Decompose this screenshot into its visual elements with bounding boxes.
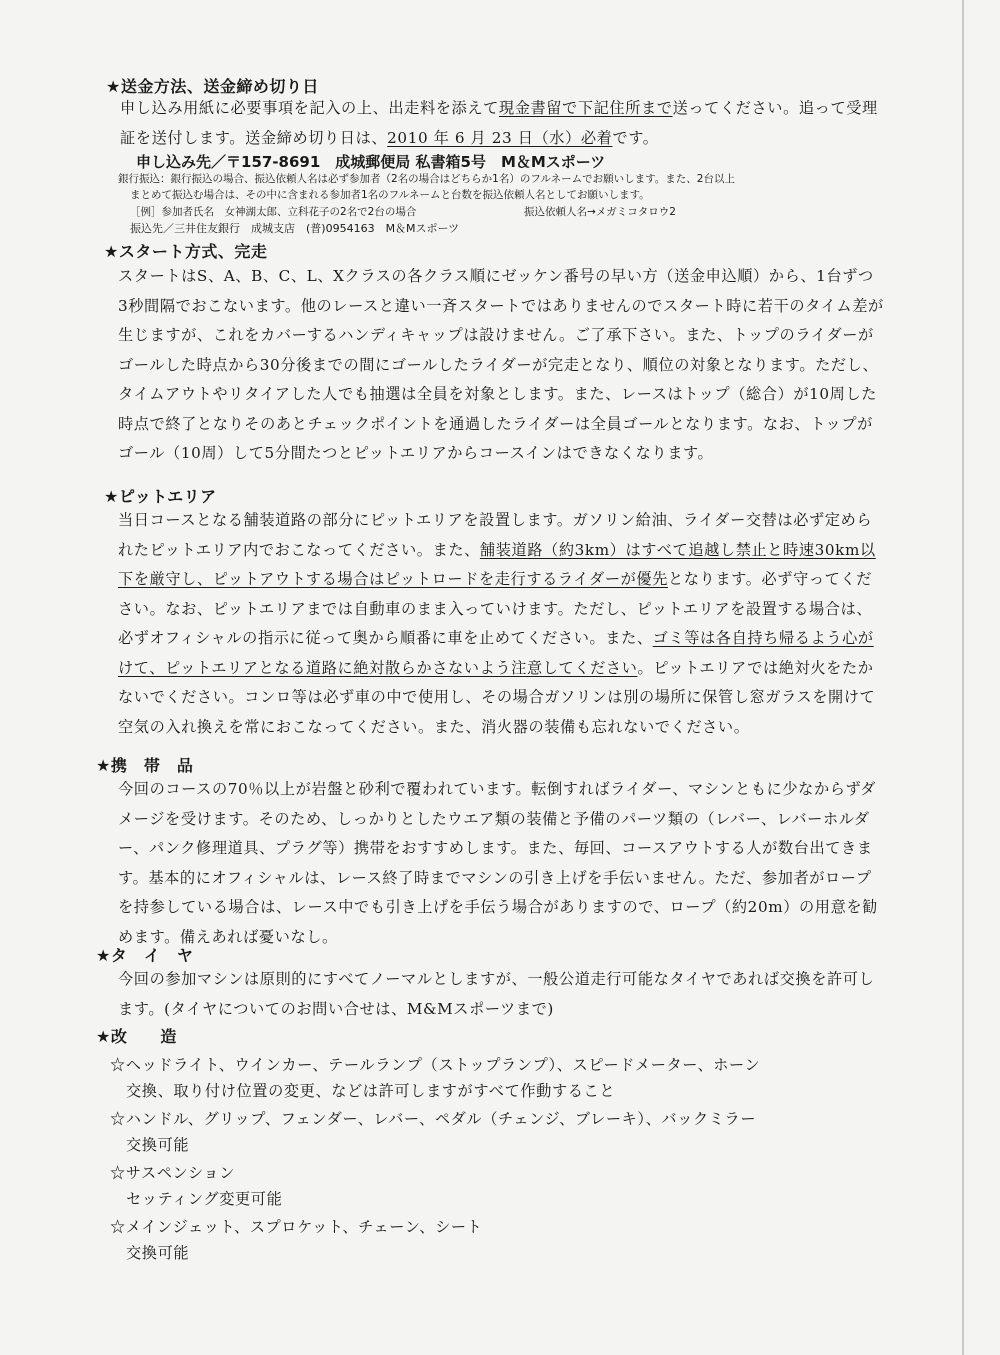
bank-example-right: 振込依頼人名→メガミコタロウ2: [524, 206, 676, 218]
mod-item-1-title: ☆ヘッドライト、ウインカー、テールランプ（ストップランプ）、スピードメーター、ホーン: [110, 1056, 761, 1074]
mod-item-2-detail: 交換可能: [126, 1136, 190, 1154]
mod-item-2-title: ☆ハンドル、グリップ、フェンダー、レバー、ペダル（チェンジ、ブレーキ）、バックミラー: [110, 1110, 757, 1128]
mod-item-4-detail: 交換可能: [126, 1244, 190, 1262]
start-heading: ★スタート方式、完走: [104, 242, 268, 261]
mod-heading: ★改 造: [96, 1027, 177, 1046]
pit-text-3: 。ピットエリアでは絶対火をたかないでください。コンロ等は必ず車の中で使用し、その場合ガソリンは別の場所に保管し窓ガラスを開けて空気の入れ換えを常におこなってください。また、消火器の装備も忘れないでください。: [118, 658, 876, 736]
remit-heading: ★送金方法、送金締め切り日: [106, 77, 319, 96]
mod-item-4-title: ☆メインジェット、スプロケット、チェーン、シート: [110, 1218, 483, 1236]
remit-underline-1: 現金書留で下記住所まで: [498, 99, 673, 117]
remit-address: 申し込み先／〒157-8691 成城郵便局 私書箱5号 M＆Mスポーツ: [136, 153, 606, 171]
tire-heading: ★タ イ ヤ: [96, 946, 194, 965]
pit-text-2: となります。必ず守ってください。なお、ピットエリアまでは自動車のまま入っていけます。ただし、ピットエリアを設置する場合は、必ずオフィシャルの指示に従って奥から順番に車を止めてください。また、: [118, 570, 873, 647]
bank-account: 振込先／三井住友銀行 成城支店 (普)0954163 M＆Mスポーツ: [130, 222, 460, 235]
page-edge-shadow: [962, 0, 964, 1355]
pit-text-1: 当日コースとなる舗装道路の部分にピットエリアを設置します。ガソリン給油、ライダー交替は必ず定められたピットエリア内でおこなってください。また、: [118, 511, 873, 559]
pit-heading: ★ピットエリア: [104, 487, 217, 506]
remit-deadline: 2010 年 6 月 23 日（水）必着: [387, 128, 613, 147]
mod-item-3-detail: セッティング変更可能: [126, 1190, 283, 1208]
carry-paragraph: 今回のコースの70％以上が岩盤と砂利で覆われています。転倒すればライダー、マシンともに少なからずダメージを受けます。そのため、しっかりとしたウエア類の装備と予備のパーツ類の（レバー、レバーホルダー、パンク修理道具、プラグ等）携帯をおすすめします。また、毎回、コースアウトする人が数台出てきます。基本的にオフィシャルは、レース終了時までマシンの引き上げを手伝いません。ただ、参加者がロープを持参している場合は、レース中でも引き上げを手伝う場合がありますので、ロープ（約20m）の用意を勧めます。備えあれば憂いなし。: [118, 780, 878, 946]
remit-text-1-end: 送ってください。追っ: [672, 99, 831, 117]
pit-rule-underlined: 舗装道路（約3km）はすべて追越し禁止と時速30km以下を厳守し、ピットアウトする場合はピットロードを走行するライダーが優先: [118, 540, 876, 588]
pit-litter-underlined: ゴミ等は各自持ち帰るよう心がけて、ピットエリアとなる道路に絶対散らかさないよう注意してください: [118, 629, 874, 677]
start-paragraph: スタートはS、A、B、C、L、Xクラスの各クラス順にゼッケン番号の早い方（送金申込順）から、1台ずつ3秒間隔でおこないます。他のレースと違い一斉スタートではありませんのでスタート時に若干のタイム差が生じますが、これをカバーするハンディキャップは設けません。ご了承下さい。また、トップのライダーがゴールした時点から30分後までの間にゴールしたライダーが完走となり、順位の対象となります。ただし、タイムアウトやリタイアした人でも抽選は全員を対象とします。また、レースはトップ（総合）が10周した時点で終了となりそのあとチェックポイントを通過したライダーは全員ゴールとなります。なお、トップがゴール（10周）して5分間たつとピットエリアからコースインはできなくなります。: [118, 267, 884, 462]
remit-text-2: て受理証を送付します。送金締め切り日は、: [120, 99, 878, 147]
remit-paragraph: [120, 94, 890, 153]
bank-note-line-1: 銀行振込：銀行振込の場合、振込依頼人名は必ず参加者（2名の場合はどちらか1名）のフルネームでお願いします。また、2台以上: [118, 173, 735, 185]
bank-example-left: ［例］参加者氏名 女神湖太郎、立科花子の2名で2台の場合: [130, 206, 417, 218]
pit-paragraph: [118, 506, 884, 742]
remit-text-1: 申し込み用紙に必要事項を記入の上、出走料を添えて: [120, 99, 499, 117]
carry-heading: ★携 帯 品: [96, 756, 194, 775]
mod-item-3-title: ☆サスペンション: [110, 1164, 236, 1182]
tire-paragraph: 今回の参加マシンは原則的にすべてノーマルとしますが、一般公道走行可能なタイヤであれば交換を許可します。(タイヤについてのお問い合せは、M&Mスポーツまで): [118, 970, 875, 1018]
mod-item-1-detail: 交換、取り付け位置の変更、などは許可しますがすべて作動すること: [126, 1082, 616, 1100]
remit-text-2-end: です。: [612, 128, 659, 147]
bank-note-line-2: まとめて振込む場合は、その中に含まれる参加者1名のフルネームと台数を振込依頼人名としてお願いします。: [130, 189, 650, 201]
